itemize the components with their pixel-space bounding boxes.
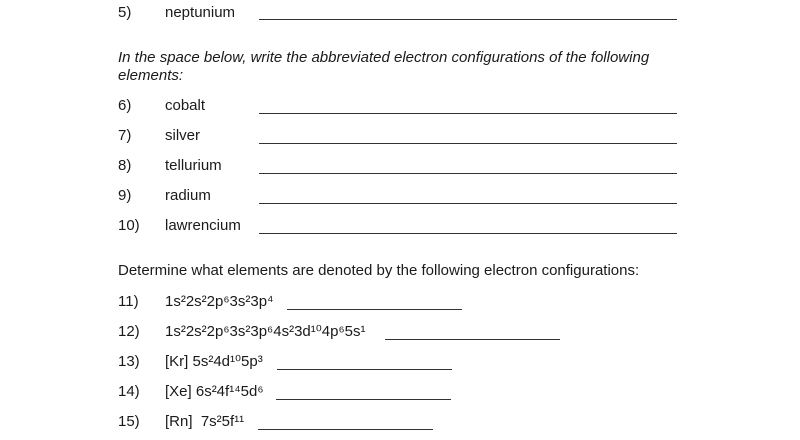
question-number: 12) <box>118 323 140 340</box>
answer-line-12[interactable] <box>385 339 560 340</box>
element-name: radium <box>165 187 211 204</box>
instructions-abbreviated: In the space below, write the abbreviated electron configurations of the following elements: <box>118 49 650 84</box>
electron-config: [Kr] 5s²4d¹⁰5p³ <box>165 353 263 370</box>
question-number: 9) <box>118 187 132 204</box>
answer-line-14[interactable] <box>276 399 451 400</box>
answer-line-11[interactable] <box>287 309 462 310</box>
electron-config: 1s²2s²2p⁶3s²3p⁶4s²3d¹⁰4p⁶5s¹ <box>165 323 366 340</box>
instructions-determine: Determine what elements are denoted by the following electron configurations: <box>118 262 640 279</box>
answer-line-9[interactable] <box>259 203 677 204</box>
question-number: 5) <box>118 4 132 21</box>
electron-config: [Xe] 6s²4f¹⁴5d⁶ <box>165 383 264 400</box>
question-number: 10) <box>118 217 140 234</box>
answer-line-13[interactable] <box>277 369 452 370</box>
element-name: cobalt <box>165 97 206 114</box>
answer-line-7[interactable] <box>259 143 677 144</box>
question-number: 11) <box>118 293 139 310</box>
answer-line-6[interactable] <box>259 113 677 114</box>
question-number: 8) <box>118 157 132 174</box>
answer-line-5[interactable] <box>259 19 677 20</box>
electron-config: 1s²2s²2p⁶3s²3p⁴ <box>165 293 274 310</box>
answer-line-8[interactable] <box>259 173 677 174</box>
element-name: lawrencium <box>165 217 241 234</box>
answer-line-15[interactable] <box>258 429 433 430</box>
question-number: 14) <box>118 383 140 400</box>
question-number: 7) <box>118 127 132 144</box>
element-name: neptunium <box>165 4 236 21</box>
element-name: tellurium <box>165 157 222 174</box>
electron-config: [Rn] 7s²5f¹¹ <box>165 413 245 430</box>
answer-line-10[interactable] <box>259 233 677 234</box>
question-number: 15) <box>118 413 140 430</box>
question-number: 13) <box>118 353 140 370</box>
element-name: silver <box>165 127 201 144</box>
question-number: 6) <box>118 97 132 114</box>
